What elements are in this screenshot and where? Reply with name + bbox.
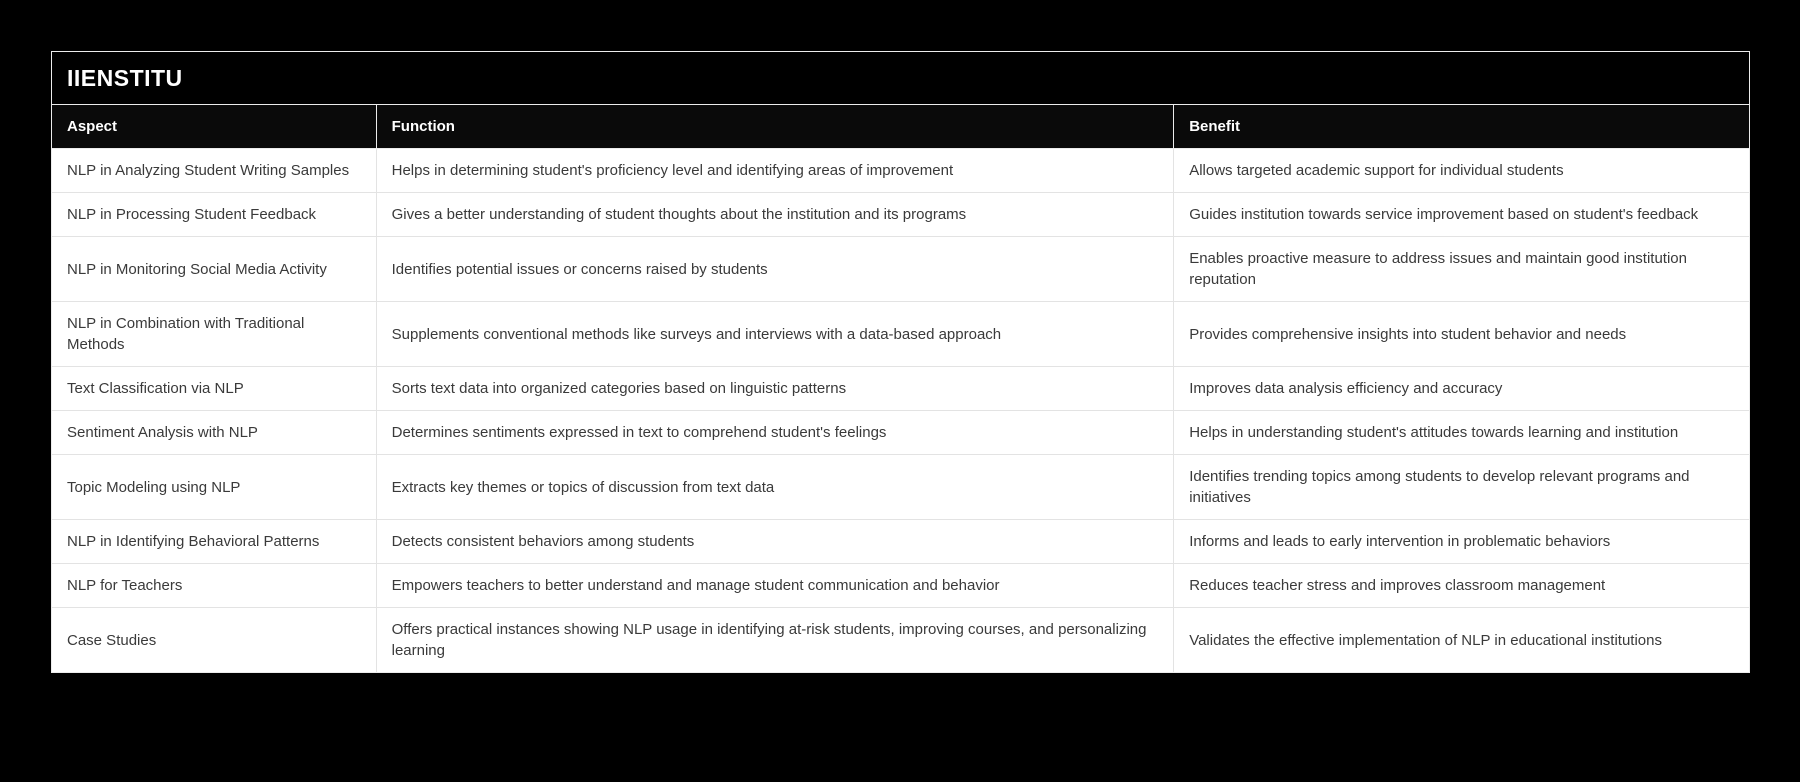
cell-benefit: Guides institution towards service improvement based on student's feedback [1174,193,1749,237]
brand-title: IIENSTITU [67,64,183,91]
cell-function: Empowers teachers to better understand and manage student communication and behavior [376,564,1174,608]
cell-function: Offers practical instances showing NLP usage in identifying at-risk students, improving courses, and personalizing learning [376,608,1174,673]
cell-function: Helps in determining student's proficiency level and identifying areas of improvement [376,149,1174,193]
column-header-benefit: Benefit [1174,105,1749,149]
table-row [52,455,1749,520]
cell-aspect: NLP in Analyzing Student Writing Samples [52,149,376,193]
column-header-function: Function [376,105,1174,149]
cell-function: Extracts key themes or topics of discussion from text data [376,455,1174,520]
cell-aspect: NLP in Identifying Behavioral Patterns [52,520,376,564]
cell-benefit: Allows targeted academic support for individual students [1174,149,1749,193]
cell-benefit: Enables proactive measure to address issues and maintain good institution reputation [1174,237,1749,302]
cell-function: Determines sentiments expressed in text to comprehend student's feelings [376,411,1174,455]
cell-benefit: Helps in understanding student's attitudes towards learning and institution [1174,411,1749,455]
cell-benefit: Provides comprehensive insights into student behavior and needs [1174,302,1749,367]
cell-benefit: Reduces teacher stress and improves classroom management [1174,564,1749,608]
cell-function: Detects consistent behaviors among students [376,520,1174,564]
cell-benefit: Validates the effective implementation of NLP in educational institutions [1174,608,1749,673]
cell-benefit: Informs and leads to early intervention in problematic behaviors [1174,520,1749,564]
cell-benefit: Identifies trending topics among students to develop relevant programs and initiatives [1174,455,1749,520]
table-row [52,411,1749,455]
cell-benefit: Improves data analysis efficiency and accuracy [1174,367,1749,411]
cell-function: Identifies potential issues or concerns raised by students [376,237,1174,302]
table-row [52,149,1749,193]
table-body [52,149,1749,673]
cell-function: Gives a better understanding of student thoughts about the institution and its programs [376,193,1174,237]
table-row [52,193,1749,237]
cell-aspect: NLP in Processing Student Feedback [52,193,376,237]
table-row [52,608,1749,673]
table-row [52,302,1749,367]
title-bar [52,52,1749,105]
cell-aspect: NLP for Teachers [52,564,376,608]
cell-aspect: NLP in Combination with Traditional Methods [52,302,376,367]
table-row [52,564,1749,608]
table-card [51,51,1750,673]
table-header-row [52,105,1749,149]
cell-aspect: NLP in Monitoring Social Media Activity [52,237,376,302]
table-row [52,520,1749,564]
column-header-aspect: Aspect [52,105,376,149]
cell-function: Sorts text data into organized categories based on linguistic patterns [376,367,1174,411]
cell-aspect: Text Classification via NLP [52,367,376,411]
nlp-benefits-table [52,105,1749,672]
cell-aspect: Topic Modeling using NLP [52,455,376,520]
table-row [52,367,1749,411]
cell-function: Supplements conventional methods like surveys and interviews with a data-based approach [376,302,1174,367]
table-row [52,237,1749,302]
table-header [52,105,1749,149]
cell-aspect: Case Studies [52,608,376,673]
cell-aspect: Sentiment Analysis with NLP [52,411,376,455]
